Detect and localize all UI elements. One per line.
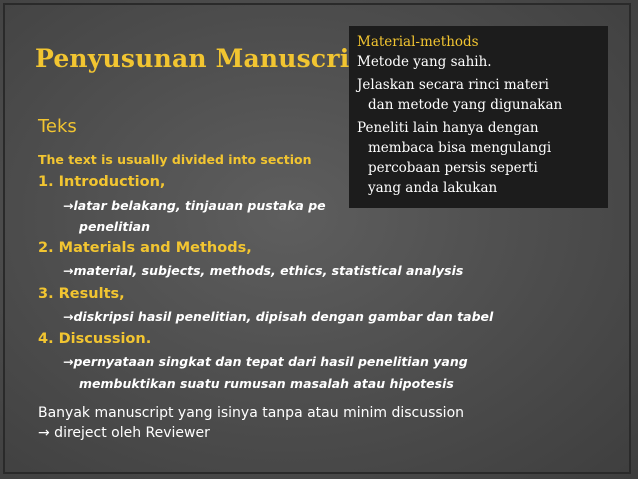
popup-line: yang anda lakukan xyxy=(368,180,498,196)
section-discussion-detail-cont: membuktikan suatu rumusan masalah atau hipotesis xyxy=(79,376,454,391)
section-methods: 2. Materials and Methods, xyxy=(38,240,252,256)
popup-heading: Material-methods xyxy=(357,34,479,50)
footer-note: Banyak manuscript yang isinya tanpa atau minim discussion xyxy=(38,405,465,421)
section-results: 3. Results, xyxy=(38,286,125,302)
popup-line: Peneliti lain hanya dengan xyxy=(357,120,539,136)
section-discussion: 4. Discussion. xyxy=(38,331,152,347)
slide-title: Penyusunan Manuscri xyxy=(35,44,350,73)
popup-line: Jelaskan secara rinci materi xyxy=(357,77,549,93)
section-methods-detail: →material, subjects, methods, ethics, statistical analysis xyxy=(63,263,464,278)
footer-note-cont: → direject oleh Reviewer xyxy=(38,425,210,441)
subheading: Teks xyxy=(38,116,77,137)
section-introduction-detail: →latar belakang, tinjauan pustaka pe xyxy=(63,198,326,213)
section-introduction-detail-cont: penelitian xyxy=(79,219,150,234)
popup-line: dan metode yang digunakan xyxy=(368,97,563,113)
section-discussion-detail: →pernyataan singkat dan tepat dari hasil penelitian yang xyxy=(63,354,468,369)
popup-line: percobaan persis seperti xyxy=(368,160,538,176)
section-introduction: 1. Introduction, xyxy=(38,174,166,190)
popup-line: Metode yang sahih. xyxy=(357,54,492,70)
popup-line: membaca bisa mengulangi xyxy=(368,140,552,156)
material-methods-popup xyxy=(349,26,608,208)
section-results-detail: →diskripsi hasil penelitian, dipisah dengan gambar dan tabel xyxy=(63,309,494,324)
intro-text: The text is usually divided into section xyxy=(38,152,312,167)
